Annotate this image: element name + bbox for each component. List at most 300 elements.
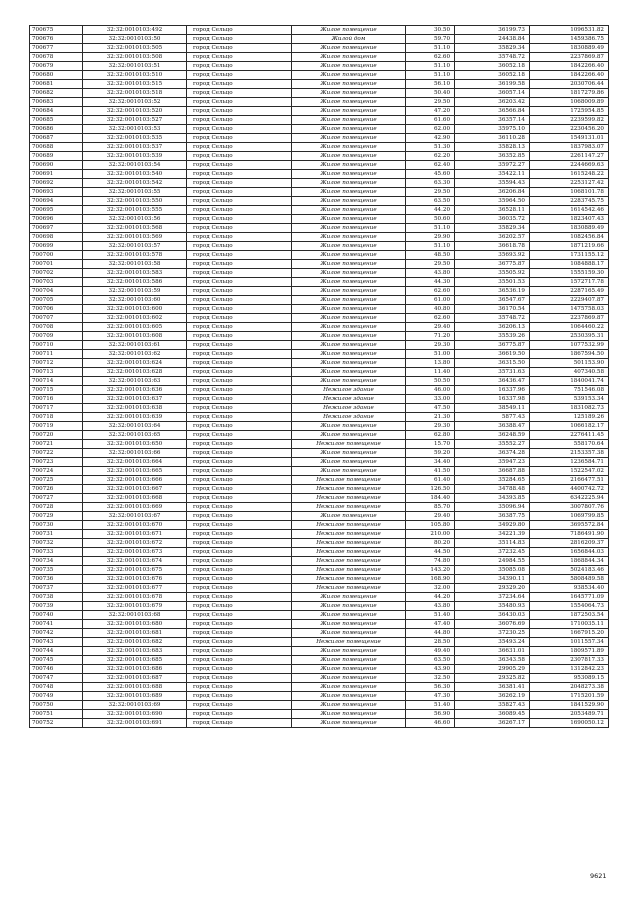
specific-value-cell: 35829.34 — [455, 224, 530, 233]
object-type-cell: Нежилое здание — [292, 413, 406, 422]
locality-cell: город Сельцо — [187, 107, 292, 116]
record-id-cell: 700702 — [30, 269, 83, 278]
area-cell: 15.70 — [406, 440, 455, 449]
specific-value-cell: 36248.59 — [455, 431, 530, 440]
area-cell: 29.30 — [406, 341, 455, 350]
table-row — [30, 62, 609, 71]
specific-value-cell: 24984.55 — [455, 557, 530, 566]
specific-value-cell: 36035.72 — [455, 215, 530, 224]
object-type-cell: Жилое помещение — [292, 260, 406, 269]
cadastral-number-cell: 32:32:0010103:638 — [83, 404, 187, 413]
object-type-cell: Жилое помещение — [292, 98, 406, 107]
cadastral-number-cell: 32:32:0010103:682 — [83, 638, 187, 647]
area-cell: 40.80 — [406, 305, 455, 314]
cadastral-number-cell: 32:32:0010103:688 — [83, 683, 187, 692]
area-cell: 32.50 — [406, 674, 455, 683]
object-type-cell: Жилое помещение — [292, 179, 406, 188]
table-row — [30, 215, 609, 224]
table-row — [30, 575, 609, 584]
specific-value-cell: 36315.50 — [455, 359, 530, 368]
cadastral-number-cell: 32:32:0010103:67 — [83, 512, 187, 521]
area-cell: 126.50 — [406, 485, 455, 494]
locality-cell: город Сельцо — [187, 44, 292, 53]
record-id-cell: 700687 — [30, 134, 83, 143]
area-cell: 47.30 — [406, 692, 455, 701]
record-id-cell: 700683 — [30, 98, 83, 107]
cadastral-number-cell: 32:32:0010103:535 — [83, 134, 187, 143]
record-id-cell: 700681 — [30, 80, 83, 89]
cadastral-number-cell: 32:32:0010103:55 — [83, 188, 187, 197]
specific-value-cell: 36057.14 — [455, 89, 530, 98]
area-cell: 62.80 — [406, 431, 455, 440]
cadastral-number-cell: 32:32:0010103:637 — [83, 395, 187, 404]
cadastral-number-cell: 32:32:0010103:667 — [83, 485, 187, 494]
table-row — [30, 530, 609, 539]
area-cell: 46.60 — [406, 719, 455, 728]
table-row — [30, 341, 609, 350]
cadastral-number-cell: 32:32:0010103:636 — [83, 386, 187, 395]
table-row — [30, 269, 609, 278]
cadastral-number-cell: 32:32:0010103:672 — [83, 539, 187, 548]
cadastral-number-cell: 32:32:0010103:675 — [83, 566, 187, 575]
object-type-cell: Жилое помещение — [292, 53, 406, 62]
locality-cell: город Сельцо — [187, 296, 292, 305]
object-type-cell: Жилое помещение — [292, 458, 406, 467]
specific-value-cell: 36199.58 — [455, 80, 530, 89]
cadastral-cost-cell: 5808489.58 — [530, 575, 609, 584]
locality-cell: город Сельцо — [187, 647, 292, 656]
cadastral-number-cell: 32:32:0010103:665 — [83, 467, 187, 476]
cadastral-cost-cell: 1710035.11 — [530, 620, 609, 629]
specific-value-cell: 36052.18 — [455, 71, 530, 80]
area-cell: 51.00 — [406, 350, 455, 359]
locality-cell: город Сельцо — [187, 485, 292, 494]
area-cell: 143.20 — [406, 566, 455, 575]
area-cell: 85.70 — [406, 503, 455, 512]
specific-value-cell: 36430.03 — [455, 611, 530, 620]
cadastral-number-cell: 32:32:0010103:69 — [83, 701, 187, 710]
locality-cell: город Сельцо — [187, 53, 292, 62]
cadastral-number-cell: 32:32:0010103:683 — [83, 647, 187, 656]
table-row — [30, 656, 609, 665]
object-type-cell: Жилое помещение — [292, 161, 406, 170]
locality-cell: город Сельцо — [187, 125, 292, 134]
locality-cell: город Сельцо — [187, 350, 292, 359]
record-id-cell: 700682 — [30, 89, 83, 98]
cadastral-cost-cell: 1082456.84 — [530, 233, 609, 242]
record-id-cell: 700677 — [30, 44, 83, 53]
specific-value-cell: 34929.80 — [455, 521, 530, 530]
table-row — [30, 170, 609, 179]
cadastral-number-cell: 32:32:0010103:679 — [83, 602, 187, 611]
locality-cell: город Сельцо — [187, 80, 292, 89]
specific-value-cell: 36388.47 — [455, 422, 530, 431]
cadastral-number-cell: 32:32:0010103:65 — [83, 431, 187, 440]
table-row — [30, 44, 609, 53]
specific-value-cell: 36262.19 — [455, 692, 530, 701]
record-id-cell: 700707 — [30, 314, 83, 323]
area-cell: 29.50 — [406, 260, 455, 269]
locality-cell: город Сельцо — [187, 521, 292, 530]
area-cell: 51.40 — [406, 611, 455, 620]
record-id-cell: 700705 — [30, 296, 83, 305]
table-row — [30, 683, 609, 692]
record-id-cell: 700726 — [30, 485, 83, 494]
table-row — [30, 278, 609, 287]
cadastral-cost-cell: 2030706.44 — [530, 80, 609, 89]
locality-cell: город Сельцо — [187, 422, 292, 431]
object-type-cell: Жилое помещение — [292, 269, 406, 278]
specific-value-cell: 36343.58 — [455, 656, 530, 665]
cadastral-number-cell: 32:32:0010103:520 — [83, 107, 187, 116]
record-id-cell: 700751 — [30, 710, 83, 719]
record-id-cell: 700696 — [30, 215, 83, 224]
locality-cell: город Сельцо — [187, 251, 292, 260]
record-id-cell: 700686 — [30, 125, 83, 134]
specific-value-cell: 34788.48 — [455, 485, 530, 494]
cadastral-number-cell: 32:32:0010103:510 — [83, 71, 187, 80]
area-cell: 62.00 — [406, 125, 455, 134]
locality-cell: город Сельцо — [187, 188, 292, 197]
record-id-cell: 700730 — [30, 521, 83, 530]
locality-cell: город Сельцо — [187, 692, 292, 701]
cadastral-cost-cell: 2283745.75 — [530, 197, 609, 206]
object-type-cell: Жилое помещение — [292, 215, 406, 224]
specific-value-cell: 36687.88 — [455, 467, 530, 476]
cadastral-number-cell: 32:32:0010103:671 — [83, 530, 187, 539]
table-row — [30, 566, 609, 575]
locality-cell: город Сельцо — [187, 269, 292, 278]
area-cell: 29.50 — [406, 98, 455, 107]
table-row — [30, 107, 609, 116]
locality-cell: город Сельцо — [187, 305, 292, 314]
record-id-cell: 700684 — [30, 107, 83, 116]
specific-value-cell: 36206.84 — [455, 188, 530, 197]
object-type-cell: Жилое помещение — [292, 134, 406, 143]
area-cell: 51.10 — [406, 44, 455, 53]
object-type-cell: Жилое помещение — [292, 350, 406, 359]
table-row — [30, 368, 609, 377]
cadastral-cost-cell: 1068101.78 — [530, 188, 609, 197]
cadastral-number-cell: 32:32:0010103:518 — [83, 89, 187, 98]
object-type-cell: Нежилое помещение — [292, 494, 406, 503]
cadastral-cost-cell: 4400742.72 — [530, 485, 609, 494]
object-type-cell: Жилое помещение — [292, 26, 406, 35]
table-row — [30, 629, 609, 638]
table-row — [30, 413, 609, 422]
record-id-cell: 700746 — [30, 665, 83, 674]
specific-value-cell: 36387.75 — [455, 512, 530, 521]
cadastral-number-cell: 32:32:0010103:492 — [83, 26, 187, 35]
specific-value-cell: 35096.94 — [455, 503, 530, 512]
locality-cell: город Сельцо — [187, 638, 292, 647]
area-cell: 62.60 — [406, 53, 455, 62]
cadastral-cost-cell: 2153357.38 — [530, 449, 609, 458]
cadastral-cost-cell: 1809571.89 — [530, 647, 609, 656]
table-row — [30, 287, 609, 296]
table-row — [30, 431, 609, 440]
object-type-cell: Жилое помещение — [292, 710, 406, 719]
specific-value-cell: 35480.93 — [455, 602, 530, 611]
cadastral-cost-cell: 2287165.49 — [530, 287, 609, 296]
area-cell: 74.80 — [406, 557, 455, 566]
locality-cell: город Сельцо — [187, 323, 292, 332]
locality-cell: город Сельцо — [187, 386, 292, 395]
cadastral-cost-cell: 1064460.22 — [530, 323, 609, 332]
cadastral-number-cell: 32:32:0010103:639 — [83, 413, 187, 422]
record-id-cell: 700752 — [30, 719, 83, 728]
cadastral-cost-cell: 2053489.71 — [530, 710, 609, 719]
area-cell: 13.80 — [406, 359, 455, 368]
table-row — [30, 602, 609, 611]
record-id-cell: 700704 — [30, 287, 83, 296]
table-row — [30, 71, 609, 80]
locality-cell: город Сельцо — [187, 377, 292, 386]
specific-value-cell: 36357.14 — [455, 116, 530, 125]
cadastral-number-cell: 32:32:0010103:600 — [83, 305, 187, 314]
object-type-cell: Нежилое помещение — [292, 476, 406, 485]
cadastral-cost-cell: 1867594.50 — [530, 350, 609, 359]
cadastral-cost-cell: 3007807.76 — [530, 503, 609, 512]
area-cell: 105.80 — [406, 521, 455, 530]
record-id-cell: 700691 — [30, 170, 83, 179]
locality-cell: город Сельцо — [187, 683, 292, 692]
object-type-cell: Жилое помещение — [292, 296, 406, 305]
record-id-cell: 700700 — [30, 251, 83, 260]
cadastral-number-cell: 32:32:0010103:57 — [83, 242, 187, 251]
specific-value-cell: 35493.24 — [455, 638, 530, 647]
cadastral-cost-cell: 1077532.99 — [530, 341, 609, 350]
object-type-cell: Нежилое здание — [292, 404, 406, 413]
table-row — [30, 485, 609, 494]
cadastral-number-cell: 32:32:0010103:61 — [83, 341, 187, 350]
cadastral-number-cell: 32:32:0010103:685 — [83, 656, 187, 665]
locality-cell: город Сельцо — [187, 431, 292, 440]
locality-cell: город Сельцо — [187, 575, 292, 584]
cadastral-cost-cell: 2307817.33 — [530, 656, 609, 665]
object-type-cell: Жилое помещение — [292, 341, 406, 350]
cadastral-cost-cell: 953089.15 — [530, 674, 609, 683]
table-row — [30, 305, 609, 314]
area-cell: 62.60 — [406, 314, 455, 323]
table-row — [30, 53, 609, 62]
locality-cell: город Сельцо — [187, 287, 292, 296]
specific-value-cell: 5877.43 — [455, 413, 530, 422]
specific-value-cell: 36206.13 — [455, 323, 530, 332]
specific-value-cell: 36170.54 — [455, 305, 530, 314]
specific-value-cell: 36352.85 — [455, 152, 530, 161]
object-type-cell: Жилое помещение — [292, 593, 406, 602]
specific-value-cell: 36110.28 — [455, 134, 530, 143]
record-id-cell: 700723 — [30, 458, 83, 467]
locality-cell: город Сельцо — [187, 467, 292, 476]
specific-value-cell: 36618.78 — [455, 242, 530, 251]
cadastral-cost-cell: 1667915.20 — [530, 629, 609, 638]
cadastral-cost-cell: 1554064.73 — [530, 602, 609, 611]
cadastral-number-cell: 32:32:0010103:650 — [83, 440, 187, 449]
area-cell: 61.40 — [406, 476, 455, 485]
table-row — [30, 323, 609, 332]
record-id-cell: 700744 — [30, 647, 83, 656]
cadastral-number-cell: 32:32:0010103:505 — [83, 44, 187, 53]
object-type-cell: Жилое помещение — [292, 188, 406, 197]
area-cell: 44.50 — [406, 548, 455, 557]
cadastral-number-cell: 32:32:0010103:681 — [83, 629, 187, 638]
object-type-cell: Жилое помещение — [292, 89, 406, 98]
cadastral-cost-cell: 1831082.73 — [530, 404, 609, 413]
cadastral-number-cell: 32:32:0010103:568 — [83, 224, 187, 233]
area-cell: 29.50 — [406, 188, 455, 197]
object-type-cell: Нежилое помещение — [292, 557, 406, 566]
table-row — [30, 224, 609, 233]
cadastral-cost-cell: 1475758.03 — [530, 305, 609, 314]
cadastral-number-cell: 32:32:0010103:691 — [83, 719, 187, 728]
area-cell: 63.50 — [406, 197, 455, 206]
object-type-cell: Жилое помещение — [292, 602, 406, 611]
table-row — [30, 152, 609, 161]
locality-cell: город Сельцо — [187, 620, 292, 629]
object-type-cell: Жилое помещение — [292, 143, 406, 152]
cadastral-cost-cell: 1842266.40 — [530, 71, 609, 80]
object-type-cell: Нежилое здание — [292, 386, 406, 395]
area-cell: 50.40 — [406, 89, 455, 98]
object-type-cell: Нежилое помещение — [292, 548, 406, 557]
area-cell: 45.60 — [406, 170, 455, 179]
record-id-cell: 700732 — [30, 539, 83, 548]
area-cell: 62.40 — [406, 161, 455, 170]
object-type-cell: Нежилое помещение — [292, 584, 406, 593]
object-type-cell: Жилое помещение — [292, 512, 406, 521]
table-row — [30, 251, 609, 260]
specific-value-cell: 36775.87 — [455, 341, 530, 350]
locality-cell: город Сельцо — [187, 602, 292, 611]
area-cell: 51.10 — [406, 242, 455, 251]
table-row — [30, 134, 609, 143]
table-row — [30, 539, 609, 548]
cadastral-number-cell: 32:32:0010103:664 — [83, 458, 187, 467]
record-id-cell: 700680 — [30, 71, 83, 80]
record-id-cell: 700728 — [30, 503, 83, 512]
specific-value-cell: 36536.19 — [455, 287, 530, 296]
record-id-cell: 700714 — [30, 377, 83, 386]
object-type-cell: Нежилое помещение — [292, 440, 406, 449]
locality-cell: город Сельцо — [187, 701, 292, 710]
locality-cell: город Сельцо — [187, 170, 292, 179]
object-type-cell: Жилое помещение — [292, 629, 406, 638]
cadastral-number-cell: 32:32:0010103:540 — [83, 170, 187, 179]
area-cell: 168.90 — [406, 575, 455, 584]
locality-cell: город Сельцо — [187, 359, 292, 368]
table-row — [30, 593, 609, 602]
table-row — [30, 584, 609, 593]
record-id-cell: 700713 — [30, 368, 83, 377]
specific-value-cell: 35114.83 — [455, 539, 530, 548]
specific-value-cell: 35539.26 — [455, 332, 530, 341]
object-type-cell: Жилое помещение — [292, 647, 406, 656]
area-cell: 46.00 — [406, 386, 455, 395]
specific-value-cell: 36267.17 — [455, 719, 530, 728]
specific-value-cell: 35829.34 — [455, 44, 530, 53]
object-type-cell: Жилое помещение — [292, 332, 406, 341]
specific-value-cell: 29325.82 — [455, 674, 530, 683]
area-cell: 11.40 — [406, 368, 455, 377]
cadastral-cost-cell: 1840041.74 — [530, 377, 609, 386]
table-row — [30, 557, 609, 566]
table-row — [30, 179, 609, 188]
area-cell: 56.90 — [406, 710, 455, 719]
cadastral-number-cell: 32:32:0010103:60 — [83, 296, 187, 305]
area-cell: 48.50 — [406, 251, 455, 260]
cadastral-cost-cell: 1872503.54 — [530, 611, 609, 620]
record-id-cell: 700731 — [30, 530, 83, 539]
record-id-cell: 700741 — [30, 620, 83, 629]
object-type-cell: Жилое помещение — [292, 287, 406, 296]
table-row — [30, 449, 609, 458]
area-cell: 59.70 — [406, 35, 455, 44]
table-row — [30, 395, 609, 404]
area-cell: 34.40 — [406, 458, 455, 467]
specific-value-cell: 36381.41 — [455, 683, 530, 692]
area-cell: 62.20 — [406, 152, 455, 161]
table-row — [30, 476, 609, 485]
object-type-cell: Жилое помещение — [292, 719, 406, 728]
cadastral-cost-cell: 1841529.90 — [530, 701, 609, 710]
specific-value-cell: 36199.73 — [455, 26, 530, 35]
cadastral-number-cell: 32:32:0010103:674 — [83, 557, 187, 566]
locality-cell: город Сельцо — [187, 314, 292, 323]
record-id-cell: 700697 — [30, 224, 83, 233]
object-type-cell: Нежилое здание — [292, 395, 406, 404]
object-type-cell: Жилое помещение — [292, 251, 406, 260]
record-id-cell: 700688 — [30, 143, 83, 152]
object-type-cell: Нежилое помещение — [292, 566, 406, 575]
area-cell: 51.10 — [406, 71, 455, 80]
cadastral-number-cell: 32:32:0010103:555 — [83, 206, 187, 215]
table-row — [30, 422, 609, 431]
record-id-cell: 700710 — [30, 341, 83, 350]
record-id-cell: 700679 — [30, 62, 83, 71]
area-cell: 51.30 — [406, 143, 455, 152]
record-id-cell: 700690 — [30, 161, 83, 170]
cadastral-cost-cell: 2816209.37 — [530, 539, 609, 548]
cadastral-number-cell: 32:32:0010103:63 — [83, 377, 187, 386]
cadastral-cost-cell: 1011557.34 — [530, 638, 609, 647]
cadastral-cost-cell: 1830889.49 — [530, 44, 609, 53]
cadastral-cost-cell: 1823407.43 — [530, 215, 609, 224]
cadastral-number-cell: 32:32:0010103:583 — [83, 269, 187, 278]
specific-value-cell: 37230.25 — [455, 629, 530, 638]
cadastral-cost-cell: 2166477.51 — [530, 476, 609, 485]
table-row — [30, 125, 609, 134]
cadastral-cost-cell: 938534.40 — [530, 584, 609, 593]
locality-cell: город Сельцо — [187, 494, 292, 503]
locality-cell: город Сельцо — [187, 368, 292, 377]
locality-cell: город Сельцо — [187, 395, 292, 404]
area-cell: 42.90 — [406, 134, 455, 143]
specific-value-cell: 35972.27 — [455, 161, 530, 170]
table-row — [30, 503, 609, 512]
cadastral-number-cell: 32:32:0010103:673 — [83, 548, 187, 557]
cadastral-cost-cell: 1066182.17 — [530, 422, 609, 431]
area-cell: 44.20 — [406, 593, 455, 602]
locality-cell: город Сельцо — [187, 719, 292, 728]
area-cell: 63.50 — [406, 656, 455, 665]
cadastral-cost-cell: 1817279.86 — [530, 89, 609, 98]
area-cell: 47.40 — [406, 620, 455, 629]
locality-cell: город Сельцо — [187, 710, 292, 719]
area-cell: 210.00 — [406, 530, 455, 539]
locality-cell: город Сельцо — [187, 548, 292, 557]
